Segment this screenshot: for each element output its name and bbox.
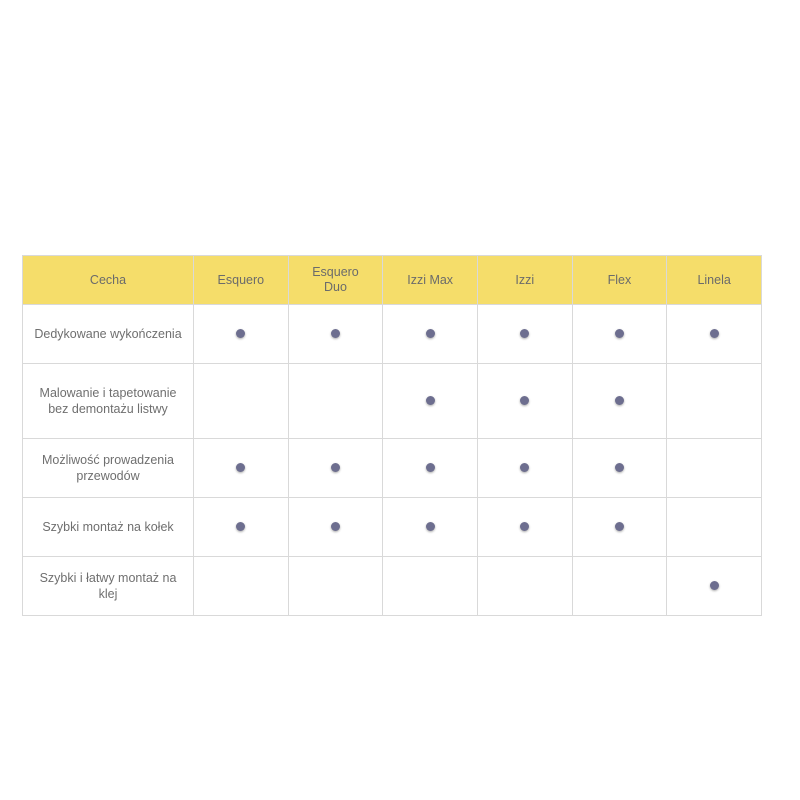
cell-mark	[383, 557, 478, 616]
comparison-table-wrapper	[22, 255, 762, 616]
feature-label: Dedykowane wykończenia	[23, 305, 194, 364]
cell-mark	[477, 498, 572, 557]
cell-mark	[194, 439, 289, 498]
dot-icon	[520, 463, 529, 472]
feature-label: Szybki montaż na kołek	[23, 498, 194, 557]
cell-mark	[667, 557, 762, 616]
column-header-flex: Flex	[572, 256, 667, 305]
column-header-feature: Cecha	[23, 256, 194, 305]
table-header	[23, 256, 762, 305]
cell-mark	[383, 498, 478, 557]
dot-icon	[236, 329, 245, 338]
cell-mark	[667, 305, 762, 364]
cell-mark	[383, 305, 478, 364]
column-header-izzi-max: Izzi Max	[383, 256, 478, 305]
cell-mark	[667, 498, 762, 557]
column-header-linela: Linela	[667, 256, 762, 305]
cell-mark	[194, 557, 289, 616]
table-row	[23, 439, 762, 498]
table-row	[23, 557, 762, 616]
cell-mark	[477, 557, 572, 616]
dot-icon	[615, 329, 624, 338]
table-body	[23, 305, 762, 616]
cell-mark	[194, 498, 289, 557]
cell-mark	[572, 557, 667, 616]
table-row	[23, 305, 762, 364]
feature-label: Możliwość prowadzenia przewodów	[23, 439, 194, 498]
table-row	[23, 498, 762, 557]
cell-mark	[288, 305, 383, 364]
dot-icon	[331, 522, 340, 531]
cell-mark	[667, 439, 762, 498]
table-row	[23, 364, 762, 439]
comparison-table	[22, 255, 762, 616]
dot-icon	[615, 396, 624, 405]
cell-mark	[288, 557, 383, 616]
cell-mark	[383, 364, 478, 439]
column-header-esquero-duo-line2: Duo	[324, 280, 347, 294]
cell-mark	[383, 439, 478, 498]
dot-icon	[710, 581, 719, 590]
cell-mark	[477, 305, 572, 364]
dot-icon	[236, 522, 245, 531]
dot-icon	[710, 329, 719, 338]
column-header-esquero-duo-line1: Esquero	[312, 265, 359, 279]
feature-label: Szybki i łatwy montaż na klej	[23, 557, 194, 616]
cell-mark	[194, 305, 289, 364]
cell-mark	[288, 364, 383, 439]
column-header-esquero-duo	[288, 256, 383, 305]
dot-icon	[426, 396, 435, 405]
table-header-row	[23, 256, 762, 305]
dot-icon	[615, 463, 624, 472]
cell-mark	[667, 364, 762, 439]
dot-icon	[520, 329, 529, 338]
cell-mark	[572, 439, 667, 498]
feature-label: Malowanie i tapetowanie bez demontażu listwy	[23, 364, 194, 439]
cell-mark	[572, 364, 667, 439]
dot-icon	[236, 463, 245, 472]
dot-icon	[426, 463, 435, 472]
dot-icon	[331, 463, 340, 472]
cell-mark	[194, 364, 289, 439]
dot-icon	[520, 522, 529, 531]
column-header-esquero: Esquero	[194, 256, 289, 305]
cell-mark	[572, 498, 667, 557]
dot-icon	[426, 329, 435, 338]
cell-mark	[288, 439, 383, 498]
cell-mark	[477, 364, 572, 439]
cell-mark	[288, 498, 383, 557]
dot-icon	[331, 329, 340, 338]
dot-icon	[615, 522, 624, 531]
cell-mark	[572, 305, 667, 364]
dot-icon	[520, 396, 529, 405]
column-header-izzi: Izzi	[477, 256, 572, 305]
cell-mark	[477, 439, 572, 498]
dot-icon	[426, 522, 435, 531]
